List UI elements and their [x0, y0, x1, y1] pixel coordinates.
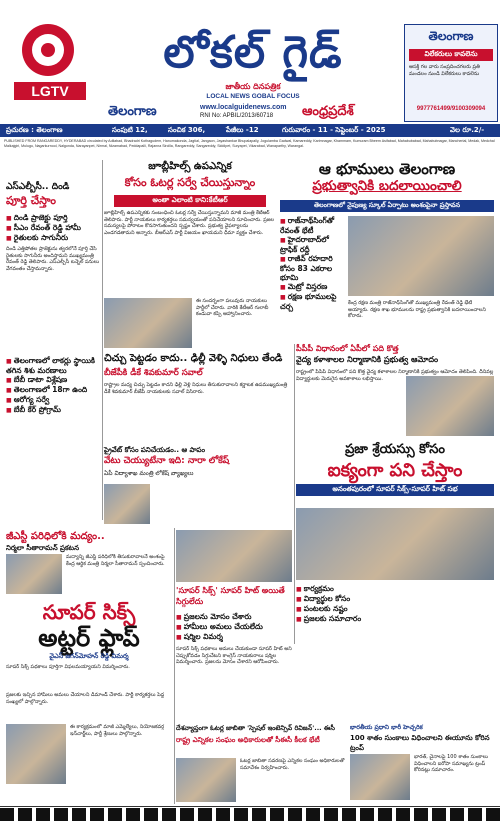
- headline: దేశవ్యాప్తంగా ఓటర్ల జాబితా 'స్పెషల్ ఇంటెన్సివ్ రివిజన్'... ఈసీ: [176, 724, 335, 732]
- bullet: ■ బేబీ కేర్ ప్రోగ్రామ్: [6, 405, 102, 415]
- ad-line: విలేకరులు కావలెను: [409, 49, 493, 61]
- rni-number: RNI No: APBIL/2013/60718: [200, 113, 274, 119]
- ad-title: తెలంగాణ: [428, 29, 474, 43]
- bullet: ■ రాజీవ్ రహదారి కోసం 83 ఎకరాల భూమి: [280, 254, 344, 282]
- subhead: వైఎస్ జగన్‌మోహన్ రెడ్డి విమర్శ: [49, 652, 129, 660]
- ad-phone: 9977761499/9100309094: [416, 106, 486, 112]
- story-gst: జీఎస్టీ పరిధిలోకి మద్యం.. నిర్మలా సీతారామన్ ప్రకటన మద్యాన్ని జీఎస్టీ పరిధిలోకి తీసుకురావాలనే అంశంపై కేంద్ర ఆర్థిక మంత్రి నిర్మలా సీతారామన్ స్పందించారు.: [6, 530, 172, 596]
- dateline-bar: [0, 124, 500, 137]
- bullet: ■ రైతులకు సాగునీరు: [6, 233, 102, 243]
- state-bar: [104, 104, 402, 120]
- bullet: ■ సీఎం రేవంత్ రెడ్డి హామీ: [6, 223, 102, 233]
- headline: 'సూపర్ సిక్స్' సూపర్ హిట్ అయితే సిగ్గులేదు: [176, 586, 285, 606]
- kicker: ప్రైవేట్ కోసం పనిచేయడం.. ఆ పాపం: [104, 446, 206, 454]
- footer-bar: [0, 808, 500, 821]
- kicker: ఎస్ఎల్బీసీ.. దిండి: [6, 182, 70, 192]
- bullet: ■ తెలంగాణలో 18గా ఉంది: [6, 385, 102, 395]
- headline: పూర్తి చేస్తాం: [6, 194, 56, 207]
- bullet: ■ మెట్రో విస్తరణ: [280, 282, 344, 292]
- story-jubilee: జూబ్లీహిల్స్ ఉపఎన్నిక కోసం ఓటర్ల సర్వే చేయిస్తున్నాం అంతా ఎలాంటి కాని:కేటీఆర్ జూబ్లీహిల్స్ ఉపఎన్నికకు సంబంధించి ఓటర్ల సర్వే చేయిస్తున్నామని మాజీ మంత్రి కేటీఆర్ తెలిపారు. పార్టీ నాయకులు కార్యకర్తలు సమన్వయంతో పనిచేయాలని సూచించారు. ప్రజల సమస్యలపై పోరాటం కొనసాగుతుందని స్పష్టం చేశారు. ప్రభుత్వ వైఫల్యాలను ఎండగడతామని అన్నారు. బీఆర్ఎస్ పార్టీ విజయం ఖాయమని ధీమా వ్యక్తం చేశారు. ఈ సందర్భంగా పలువురు నాయకులు పార్టీలో చేరారు. వారికి కేటీఆర్ గులాబీ కండువా కప్పి ఆహ్వానించారు.: [104, 160, 276, 350]
- edition: ప్రచురణ : తెలంగాణ: [6, 126, 63, 134]
- bullet: ■ పంటలకు నష్టం: [296, 604, 494, 614]
- divider: [0, 806, 500, 807]
- divider: [102, 160, 103, 520]
- story-trump: భారతీయ ప్రధాని భారీ హెచ్చరిక 100 శాతం సుంకాలు విధించాలని ఈయూను కోరిన ట్రంప్ భారత్, చైనాలపై 100 శాతం సుంకాలు విధించాలని ఐరోపా సమాఖ్యను ట్రంప్ కోరినట్లు సమాచారం.: [350, 724, 494, 804]
- headline-line-2: వైద్య కళాశాలల నిర్మాణానికి ప్రభుత్వ ఆమోదం: [296, 355, 439, 364]
- story-left-mid: [6, 356, 102, 516]
- headline-line-1: సూపర్ సిక్స్: [42, 600, 136, 624]
- trump-photo: [350, 754, 410, 800]
- bullet: ■ కార్యక్రమం: [296, 584, 494, 594]
- recruitment-ad: తెలంగాణ విలేకరులు కావలెను ఆసక్తి గల వారు సంప్రదించగలరు ప్రతి మండలం నుండి విలేకరులు కావలెను 9977761499/9100309094: [404, 24, 498, 122]
- subhead: అంతా ఎలాంటి కాని:కేటీఆర్: [114, 195, 266, 207]
- nirmala-photo: [6, 554, 62, 594]
- price: వెల రూ.2/-: [450, 126, 485, 134]
- kicker: భారతీయ ప్రధాని భారీ హెచ్చరిక: [350, 724, 423, 731]
- jagan-photo: [6, 724, 66, 784]
- state-telangana: తెలంగాణ: [108, 104, 157, 119]
- state-andhra: ఆంధ్రప్రదేశ్: [302, 104, 354, 119]
- story-medical-colleges: పీపీపీ విధానంలో ఏపీలో పది కొత్త వైద్య కళాశాలల నిర్మాణానికి ప్రభుత్వ ఆమోదం రాష్ట్రంలో పీపీపీ విధానంలో పది కొత్త వైద్య కళాశాలల నిర్మాణానికి ప్రభుత్వం ఆమోదం తెలిపింది. దీనివల్ల విద్యార్థులకు మెరుగైన అవకాశాలు లభిస్తాయి.: [296, 344, 494, 440]
- bullet: ■ హామీలు అమలు చేయలేదు: [176, 622, 292, 632]
- english-name: LOCAL NEWS GOBAL FOCUS: [206, 93, 300, 100]
- headline: జీఎస్టీ పరిధిలోకి మద్యం..: [6, 531, 105, 542]
- lokesh-photo: [104, 484, 150, 524]
- ktr-photo: [104, 298, 192, 348]
- story-left-top: ఎస్ఎల్బీసీ.. దిండి పూర్తి చేస్తాం ■ దిండి ప్రాజెక్టు పూర్తి ■ సీఎం రేవంత్ రెడ్డి హామీ ■ రైతులకు సాగునీరు దిండి ఎత్తిపోతల ప్రాజెక్టును త్వరలోనే పూర్తి చేసి రైతులకు సాగునీరు అందిస్తామని ముఖ్యమంత్రి రేవంత్ రెడ్డి తెలిపారు. ఎస్ఎల్బీసీ టన్నెల్ పనులు వేగవంతం చేస్తామన్నారు.: [6, 182, 102, 352]
- logo-text: LGTV: [14, 82, 86, 100]
- subhead: ఏపీ విద్యాశాఖ మంత్రి లోకేష్ వ్యాఖ్యలు: [104, 470, 194, 477]
- date: గురువారం - 11 - సెప్టెంబర్ - 2025: [282, 126, 386, 134]
- bullet: ■ రక్షణ భూములపై చర్చ: [280, 292, 344, 311]
- headline: 100 శాతం సుంకాలు విధించాలని ఈయూను కోరిన ట్రంప్: [350, 734, 490, 752]
- bullet: ■ దిండి ప్రాజెక్టు పూర్తి: [6, 213, 102, 223]
- story-delhi: చిచ్చు పెట్టడం కాదు.. ఢిల్లీ వెళ్ళి నిధులు తేండి బీజేపీకి డీకే శివకుమార్ సవాల్ రాష్ట్రాల మధ్య చిచ్చు పెట్టడం కాదని ఢిల్లీ వెళ్లి నిధులు తీసుకురావాలని కర్ణాటక ఉపముఖ్యమంత్రి డీకే శివకుమార్ బీజేపీ నాయకులకు సవాల్ విసిరారు.: [104, 352, 292, 442]
- kicker: జూబ్లీహిల్స్ ఉపఎన్నిక: [148, 161, 232, 172]
- volume: సంపుటి 12,: [112, 126, 148, 134]
- subhead: నిర్మలా సీతారామన్ ప్రకటన: [6, 544, 79, 552]
- headline-line-2: ప్రభుత్వానికి బదలాయించాలి: [312, 178, 462, 194]
- story-lands: ఆ భూములు తెలంగాణ ప్రభుత్వానికి బదలాయించాలి తెలంగాణలో నైపుణ్య స్కూల్ ఏర్పాటు అంశంపైనా ప్రస్తావన ■ రాజ్‌నాథ్‌సింగ్‌తో రేవంత్ భేటీ ■ హైదరాబాద్‌లో ట్రాఫిక్ రద్దీ ■ రాజీవ్ రహదారి కోసం 83 ఎకరాల భూమి ■ మెట్రో విస్తరణ ■ రక్షణ భూములపై చర్చ కేంద్ర రక్షణ మంత్రి రాజ్‌నాథ్‌సింగ్‌తో ముఖ్యమంత్రి రేవంత్ రెడ్డి భేటీ అయ్యారు. రక్షణ శాఖ భూములను రాష్ట్ర ప్రభుత్వానికి బదలాయించాలని కోరారు.: [280, 160, 494, 340]
- kicker: ప్రజా శ్రేయస్సు కోసం: [345, 442, 445, 457]
- publisher-line: PUBLISHED FROM RANGAREDDY, HYDERABAD circulated by Adilabad, Bhadradri Kothagudem, Hanumakonda, Jagtial, Jangaon, Jayashankar Bhupalapally, Jogulamba Gadwal, Kamareddy, Karimnagar, Khammam, Kumuram Bheem Asifabad, Mahabubabad, Mahabubnagar, Mancherial, Medak, Medchal Malkajgiri, Mulugu, Nagarkurnool, Nalgonda, Narayanpet, Nirmal, Nizamabad, Peddapalli, Rajanna Sircilla, Rangareddy, Sangareddy, Siddipet, Suryapet, Vikarabad, Wanaparthy, Warangal.: [4, 139, 495, 148]
- subhead: అనంతపురంలో సూపర్ సిక్స్-సూపర్ హిట్ సభ: [296, 484, 494, 496]
- subhead: బీజేపీకి డీకే శివకుమార్ సవాల్: [104, 368, 203, 378]
- newspaper-title: లోకల్ గైడ్: [163, 27, 343, 78]
- divider: [294, 344, 295, 644]
- story-sharmila: 'సూపర్ సిక్స్' సూపర్ హిట్ అయితే సిగ్గులేదు ■ ప్రజలను మోసం చేశారు ■ హామీలు అమలు చేయలేదు ■ షర్మిల విమర్శ సూపర్ సిక్స్ పథకాలు అమలు చేయకుండా సూపర్ హిట్ అని చెప్పుకోవడం సిగ్గుచేటని కాంగ్రెస్ నాయకురాలు షర్మిల విమర్శించారు. ప్రజలను మోసం చేశారని ఆరోపించారు.: [176, 530, 292, 720]
- rally-photo: [296, 508, 494, 580]
- bullet: ■ బేబీ డాటా విశ్లేషణ: [6, 375, 102, 385]
- newspaper-subtitle: జాతీయ దినపత్రిక: [225, 82, 281, 91]
- bullet: ■ ఆరోగ్య సర్వే: [6, 395, 102, 405]
- website: www.localguidenews.com: [200, 104, 287, 111]
- headline-line-1: ఆ భూములు తెలంగాణ: [318, 160, 456, 178]
- bullet: ■ రాజ్‌నాథ్‌సింగ్‌తో రేవంత్ భేటీ: [280, 216, 344, 235]
- pages: పేజీలు -12: [226, 126, 259, 134]
- ministers-photo: [406, 376, 494, 436]
- subhead: రాష్ట్ర ఎన్నికల సంఘం అధికారులతో సీఈసీ కీలక భేటీ: [176, 736, 320, 744]
- story-bottom-left: ప్రజలకు ఇచ్చిన హామీలు అమలు చేయాలని డిమాండ్ చేశారు. పార్టీ కార్యకర్తలు పెద్ద సంఖ్యలో పాల్గొన్నారు. ఈ కార్యక్రమంలో మాజీ ఎమ్మెల్యేలు, నియోజకవర్గ ఇన్‌చార్జ్‌లు, పార్టీ శ్రేణులు పాల్గొన్నారు.: [6, 692, 172, 802]
- headline-line-2: అట్టర్ ఫ్లాప్: [38, 624, 140, 652]
- headline: వేటు చెయ్యుటేనా ఇది: నారా లోకేష్: [104, 456, 230, 466]
- bullet: ■ షర్మిల విమర్శ: [176, 632, 292, 642]
- bullet: ■ ప్రజలను మోసం చేశారు: [176, 612, 292, 622]
- subhead: తెలంగాణలో నైపుణ్య స్కూల్ ఏర్పాటు అంశంపైనా ప్రస్తావన: [280, 200, 494, 212]
- ec-photo: [176, 758, 236, 802]
- headline: ఐక్యంగా పని చేస్తాం: [327, 460, 463, 481]
- masthead: [0, 0, 500, 124]
- story-supersix: సూపర్ సిక్స్ అట్టర్ ఫ్లాప్ వైఎస్ జగన్‌మోహన్ రెడ్డి విమర్శ సూపర్ సిక్స్ పథకాలు పూర్తిగా విఫలమయ్యాయని విమర్శించారు.: [6, 600, 172, 688]
- headline: కోసం ఓటర్ల సర్వే చేయిస్తున్నాం: [124, 176, 256, 189]
- sharmila-photo: [176, 530, 292, 582]
- story-lokesh: [104, 446, 292, 526]
- story-ec: దేశవ్యాప్తంగా ఓటర్ల జాబితా 'స్పెషల్ ఇంటెన్సివ్ రివిజన్'... ఈసీ రాష్ట్ర ఎన్నికల సంఘం అధికారులతో సీఈసీ కీలక భేటీ ఓటర్ల జాబితా సవరణపై ఎన్నికల సంఘం అధికారులతో సమావేశం నిర్వహించారు.: [176, 724, 346, 804]
- divider: [174, 528, 175, 804]
- headline: చిచ్చు పెట్టడం కాదు.. ఢిల్లీ వెళ్ళి నిధులు తేండి: [104, 353, 283, 364]
- meeting-photo: [348, 216, 494, 296]
- bullet: ■ తెలంగాణలో లాకర్లు స్థాయికి తగిన శిశు మరణాలు: [6, 356, 102, 375]
- issue: సంచిక 306,: [168, 126, 206, 134]
- story-welfare: [296, 442, 494, 642]
- bullet: ■ విద్యార్థుల కోసం: [296, 594, 494, 604]
- headline-line-1: పీపీపీ విధానంలో ఏపీలో పది కొత్త: [296, 344, 399, 353]
- bullet: ■ ప్రజలకు సమాచారం: [296, 614, 494, 624]
- bullet: ■ హైదరాబాద్‌లో ట్రాఫిక్ రద్దీ: [280, 235, 344, 254]
- lgtv-logo: [8, 22, 94, 108]
